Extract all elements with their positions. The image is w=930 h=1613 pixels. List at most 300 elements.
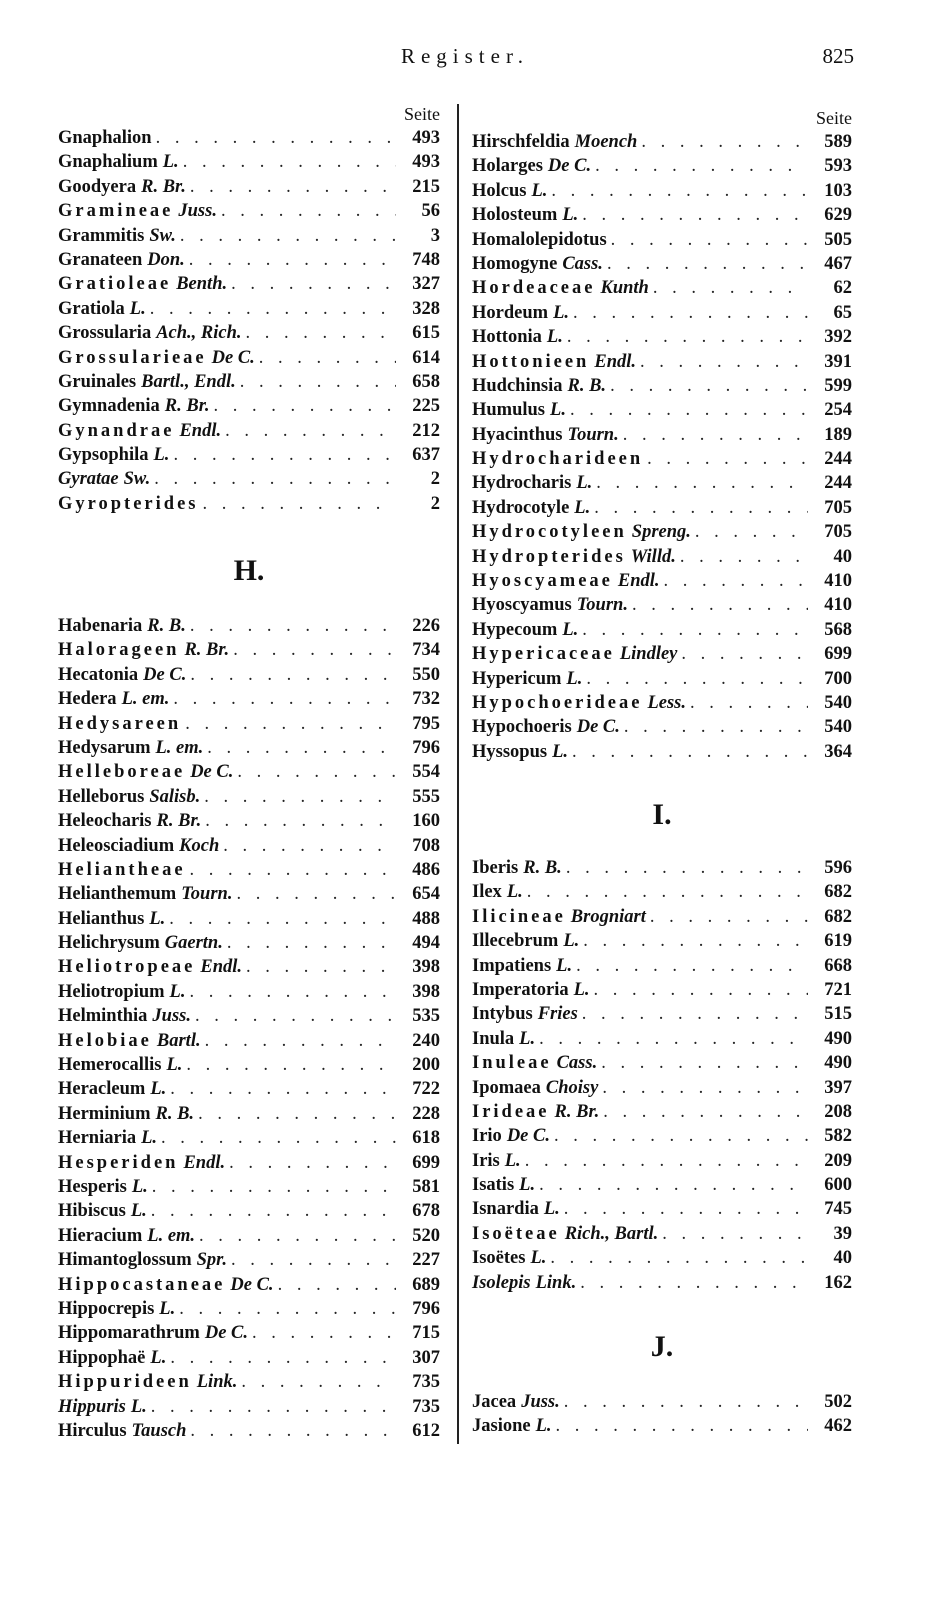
index-entry	[472, 1414, 852, 1438]
entry-page: 721	[824, 979, 852, 1000]
index-entry	[472, 398, 852, 422]
entry-page: 328	[412, 298, 440, 319]
entry-page: 618	[412, 1128, 440, 1149]
entry-author: R. Br.	[184, 640, 230, 661]
entry-name: Hedysarum	[58, 737, 151, 758]
entry-name: Holcus	[472, 180, 527, 201]
entry-page: 486	[412, 859, 440, 880]
entry-name: Ilicineae	[472, 906, 566, 927]
entry-page: 568	[824, 619, 852, 640]
index-entry	[58, 1370, 440, 1394]
entry-name: Hippuris	[58, 1396, 126, 1417]
entry-author: L.	[553, 302, 569, 323]
entry-page: 658	[412, 371, 440, 392]
entry-author: R. B.	[523, 858, 562, 878]
entry-name: Hecatonia	[58, 664, 139, 685]
leader-dots	[227, 931, 396, 955]
index-entry	[472, 325, 852, 349]
entry-page: 228	[412, 1103, 440, 1124]
entry-author: De C.	[211, 347, 255, 368]
entry-name: Hottonia	[472, 327, 542, 348]
entry-author: L.	[519, 1028, 536, 1049]
index-entry	[58, 346, 440, 370]
entry-page: 614	[412, 347, 440, 368]
index-entry	[58, 760, 440, 784]
leader-dots	[583, 929, 808, 953]
entry-author: Tourn.	[181, 884, 233, 905]
index-entry	[58, 150, 440, 174]
entry-author: Link.	[535, 1272, 577, 1293]
leader-dots	[180, 224, 396, 248]
index-entry	[58, 492, 440, 516]
index-entry	[472, 978, 852, 1002]
leader-dots	[690, 691, 808, 715]
entry-page: 796	[412, 1298, 440, 1319]
index-entry	[472, 740, 852, 764]
entry-name: Gnaphalium	[58, 152, 158, 173]
entry-page: 596	[824, 858, 852, 878]
index-entry	[472, 276, 852, 300]
index-entry	[472, 1173, 852, 1197]
entry-page: 2	[430, 469, 440, 490]
index-entry	[58, 1419, 440, 1443]
index-entry	[58, 638, 440, 662]
leader-dots	[190, 614, 396, 638]
index-entry	[472, 856, 852, 880]
entry-name: Hirculus	[58, 1420, 127, 1441]
entry-author: L.	[574, 497, 591, 518]
entry-name: Hydrocharideen	[472, 449, 644, 470]
entry-page: 488	[412, 908, 440, 929]
leader-dots	[650, 905, 808, 929]
leader-dots	[151, 1199, 396, 1223]
entry-page: 462	[824, 1416, 852, 1437]
entry-page: 745	[824, 1199, 852, 1220]
entry-page: 226	[412, 616, 440, 636]
entry-author: L.	[150, 1079, 167, 1100]
index-entry	[58, 1077, 440, 1101]
entry-author: Spreng.	[631, 522, 691, 543]
entry-page: 550	[412, 664, 440, 685]
index-entry	[58, 1126, 440, 1150]
entry-page: 540	[824, 717, 852, 738]
leader-dots	[556, 1414, 808, 1438]
entry-author: Koch	[179, 835, 220, 856]
entry-page: 732	[412, 689, 440, 710]
index-entry	[58, 175, 440, 199]
entry-page: 493	[412, 152, 440, 173]
index-entry	[472, 1222, 852, 1246]
entry-page: 397	[824, 1077, 852, 1098]
seite-label: Seite	[816, 108, 852, 128]
index-entry	[472, 929, 852, 953]
entry-page: 65	[833, 302, 852, 323]
entry-author: R. B.	[147, 616, 186, 636]
leader-dots	[231, 272, 396, 296]
leader-dots	[199, 1224, 396, 1248]
index-entry	[58, 1346, 440, 1370]
entry-author: Sw.	[123, 469, 151, 490]
index-entry	[472, 471, 852, 495]
entry-page: 699	[824, 644, 852, 665]
index-entry	[472, 1051, 852, 1075]
entry-page: 240	[412, 1030, 440, 1051]
entry-page: 364	[824, 741, 852, 762]
entry-name: Homogyne	[472, 253, 558, 274]
entry-page: 162	[824, 1272, 852, 1293]
entry-author: L.	[519, 1175, 536, 1196]
leader-dots	[185, 712, 396, 736]
leader-dots	[252, 1321, 396, 1345]
entry-page: 103	[824, 180, 852, 201]
index-entry	[472, 1124, 852, 1148]
entry-name: Hypochoeris	[472, 717, 572, 738]
entry-page: 708	[412, 835, 440, 856]
index-entry	[58, 1248, 440, 1272]
leader-dots	[681, 642, 808, 666]
page-number: 825	[822, 44, 854, 68]
leader-dots	[623, 423, 808, 447]
index-entry	[58, 931, 440, 955]
entry-author: Endl.	[617, 571, 660, 592]
entry-page: 722	[412, 1079, 440, 1100]
index-entry	[472, 545, 852, 569]
leader-dots	[223, 834, 396, 858]
index-entry	[472, 618, 852, 642]
entry-author: L.	[166, 1055, 183, 1076]
entry-author: Less.	[647, 692, 686, 713]
leader-dots	[150, 297, 396, 321]
index-entry	[58, 809, 440, 833]
entry-name: Inula	[472, 1028, 515, 1049]
entry-page: 212	[412, 420, 440, 441]
index-entry	[472, 350, 852, 374]
entry-name: Irio	[472, 1126, 502, 1147]
entry-page: 40	[833, 1248, 852, 1269]
entry-page: 678	[412, 1201, 440, 1222]
entry-author: L.	[504, 1150, 521, 1171]
entry-name: Heracleum	[58, 1079, 146, 1100]
index-entry	[472, 1390, 852, 1414]
entry-name: Herniaria	[58, 1128, 137, 1149]
index-entry	[472, 1246, 852, 1270]
entry-name: Homalolepidotus	[472, 229, 607, 250]
leader-dots	[240, 370, 396, 394]
leader-dots	[186, 1053, 396, 1077]
index-entry	[472, 252, 852, 276]
entry-page: 327	[412, 274, 440, 295]
entry-page: 189	[824, 424, 852, 445]
entry-page: 582	[824, 1126, 852, 1147]
entry-page: 682	[824, 906, 852, 927]
entry-author: L. em.	[155, 737, 204, 758]
leader-dots	[154, 467, 396, 491]
leader-dots	[173, 443, 396, 467]
index-entry	[58, 272, 440, 296]
entry-author: Bartl., Endl.	[141, 371, 236, 392]
entry-author: Brogniart	[570, 906, 646, 927]
entry-page: 494	[412, 933, 440, 954]
entry-name: Isoëtes	[472, 1248, 526, 1269]
entry-page: 391	[824, 351, 852, 372]
entry-page: 654	[412, 884, 440, 905]
leader-dots	[259, 346, 396, 370]
index-entry	[472, 905, 852, 929]
leader-dots	[190, 1419, 396, 1443]
entry-author: L.	[552, 741, 569, 762]
entry-page: 254	[824, 400, 852, 421]
entry-page: 705	[824, 522, 852, 543]
index-entry	[58, 687, 440, 711]
entry-name: Illecebrum	[472, 931, 559, 952]
entry-name: Hydropterides	[472, 546, 626, 567]
entry-page: 705	[824, 497, 852, 518]
leader-dots	[576, 954, 808, 978]
entry-author: L.	[130, 1201, 147, 1222]
entry-page: 700	[824, 668, 852, 689]
leader-dots	[161, 1126, 396, 1150]
entry-page: 795	[412, 713, 440, 734]
entry-name: Hydrocotyle	[472, 497, 570, 518]
entry-author: R. B.	[155, 1103, 195, 1124]
entry-author: Juss.	[152, 1006, 191, 1027]
entry-name: Isolepis	[472, 1272, 531, 1293]
index-entry	[472, 228, 852, 252]
entry-name: Isatis	[472, 1175, 515, 1196]
entry-author: Endl.	[179, 420, 222, 441]
entry-author: L.	[562, 619, 579, 640]
index-entry	[472, 1149, 852, 1173]
entry-author: L.	[576, 473, 593, 494]
entry-page: 244	[824, 473, 852, 494]
index-entry	[472, 1027, 852, 1051]
entry-name: Helianthemum	[58, 884, 177, 905]
leader-dots	[594, 978, 808, 1002]
entry-page: 160	[412, 811, 440, 832]
entry-page: 599	[824, 375, 852, 396]
entry-page: 227	[412, 1250, 440, 1271]
entry-author: L.	[563, 931, 580, 952]
leader-dots	[572, 740, 808, 764]
leader-dots	[189, 980, 396, 1004]
entry-name: Granateen	[58, 249, 143, 270]
leader-dots	[640, 350, 808, 374]
entry-author: De C.	[230, 1274, 274, 1295]
entry-author: L.	[130, 1396, 147, 1417]
entry-author: Tourn.	[567, 424, 619, 445]
index-entry	[58, 248, 440, 272]
leader-dots	[602, 1076, 808, 1100]
entry-name: Hordeum	[472, 302, 549, 323]
leader-dots	[225, 419, 396, 443]
entry-name: Gyratae	[58, 469, 119, 490]
entry-page: 3	[430, 225, 440, 246]
entry-page: 520	[412, 1225, 440, 1246]
entry-author: Spr.	[196, 1250, 227, 1271]
index-entry	[472, 301, 852, 325]
leader-dots	[586, 667, 808, 691]
leader-dots	[170, 1346, 396, 1370]
entry-name: Hibiscus	[58, 1201, 126, 1222]
entry-name: Intybus	[472, 1004, 533, 1025]
leader-dots	[680, 545, 808, 569]
entry-author: Kunth	[600, 278, 649, 299]
entry-name: Hesperis	[58, 1176, 127, 1197]
leader-dots	[151, 1395, 396, 1419]
index-entry	[472, 593, 852, 617]
entry-author: Sw.	[149, 225, 176, 246]
index-entry	[58, 1297, 440, 1321]
entry-page: 307	[412, 1347, 440, 1368]
leader-dots	[539, 1173, 808, 1197]
index-entry	[472, 423, 852, 447]
index-entry	[58, 1224, 440, 1248]
index-entry	[58, 907, 440, 931]
leader-dots	[595, 154, 808, 178]
index-entry	[58, 224, 440, 248]
leader-dots	[152, 1175, 396, 1199]
entry-page: 392	[824, 327, 852, 348]
entry-page: 554	[412, 762, 440, 783]
entry-author: Endl.	[183, 1152, 226, 1173]
entry-page: 467	[824, 253, 852, 274]
index-entry	[472, 1100, 852, 1124]
leader-dots	[567, 325, 808, 349]
entry-author: Bartl.	[156, 1030, 201, 1051]
leader-dots	[603, 1100, 808, 1124]
index-entry	[472, 374, 852, 398]
index-entry	[58, 1151, 440, 1175]
entry-name: Hyoscyameae	[472, 571, 613, 592]
entry-author: Willd.	[630, 546, 676, 567]
entry-name: Hypericaceae	[472, 644, 615, 665]
entry-name: Grossularia	[58, 323, 152, 344]
leader-dots	[190, 858, 396, 882]
entry-author: R. Br.	[554, 1101, 600, 1122]
entry-name: Isnardia	[472, 1199, 539, 1220]
index-entry	[58, 443, 440, 467]
entry-author: L. em.	[121, 689, 170, 710]
index-entry	[472, 715, 852, 739]
entry-page: 505	[824, 229, 852, 250]
entry-page: 593	[824, 156, 852, 177]
entry-name: Gruinales	[58, 371, 137, 392]
index-entry	[472, 447, 852, 471]
leader-dots	[205, 809, 396, 833]
entry-page: 715	[412, 1323, 440, 1344]
leader-dots	[601, 1051, 808, 1075]
index-entry	[58, 1321, 440, 1345]
leader-dots	[527, 880, 808, 904]
index-entry	[58, 321, 440, 345]
entry-page: 398	[412, 981, 440, 1002]
index-entry	[472, 954, 852, 978]
index-entry	[58, 1199, 440, 1223]
entry-author: L.	[543, 1199, 560, 1220]
entry-author: Choisy	[545, 1077, 599, 1098]
index-list-g	[58, 126, 440, 516]
entry-page: 637	[412, 445, 440, 466]
entry-name: Hedysareen	[58, 713, 182, 734]
seite-label: Seite	[404, 104, 440, 124]
index-entry	[58, 1004, 440, 1028]
entry-name: Helobiae	[58, 1030, 152, 1051]
entry-name: Gynandrae	[58, 420, 175, 441]
entry-name: Helleboreae	[58, 762, 186, 783]
entry-page: 410	[824, 595, 852, 616]
entry-name: Gypsophila	[58, 445, 149, 466]
leader-dots	[632, 593, 808, 617]
leader-dots	[564, 1390, 808, 1414]
entry-page: 748	[412, 249, 440, 270]
leader-dots	[653, 276, 808, 300]
entry-name: Iberis	[472, 858, 519, 878]
index-entry	[472, 154, 852, 178]
entry-page: 39	[833, 1223, 852, 1244]
entry-author: Moench	[574, 132, 638, 152]
leader-dots	[189, 248, 396, 272]
entry-author: R. B.	[567, 375, 607, 396]
entry-author: Salisb.	[149, 786, 201, 807]
leader-dots	[170, 1077, 396, 1101]
leader-dots	[198, 1102, 396, 1126]
index-entry	[472, 880, 852, 904]
index-entry	[472, 1271, 852, 1295]
index-entry	[472, 496, 852, 520]
leader-dots	[607, 252, 808, 276]
entry-page: 689	[412, 1274, 440, 1295]
entry-name: Hippurideen	[58, 1372, 192, 1393]
entry-page: 581	[412, 1176, 440, 1197]
entry-author: De C.	[190, 762, 234, 783]
entry-name: Hippocrepis	[58, 1298, 155, 1319]
entry-name: Hirschfeldia	[472, 132, 570, 152]
entry-name: Hypecoum	[472, 619, 558, 640]
leader-dots	[564, 1197, 808, 1221]
entry-page: 682	[824, 882, 852, 903]
entry-page: 612	[412, 1420, 440, 1441]
entry-author: L.	[566, 668, 583, 689]
leader-dots	[566, 856, 808, 880]
leader-dots	[573, 301, 808, 325]
entry-author: L.	[159, 1298, 176, 1319]
entry-name: Hippocastaneae	[58, 1274, 226, 1295]
index-list-h-left	[58, 614, 440, 1443]
entry-author: Endl.	[200, 957, 243, 978]
entry-author: Tourn.	[576, 595, 628, 616]
entry-author: L.	[506, 882, 523, 903]
leader-dots	[204, 785, 396, 809]
index-entry	[58, 980, 440, 1004]
entry-author: L.	[546, 327, 563, 348]
index-entry	[58, 614, 440, 638]
entry-author: Cass.	[562, 253, 603, 274]
index-entry	[472, 1002, 852, 1026]
leader-dots	[156, 126, 396, 150]
entry-name: Hottonieen	[472, 351, 590, 372]
entry-name: Holosteum	[472, 205, 558, 226]
leader-dots	[207, 736, 396, 760]
entry-author: Link.	[196, 1372, 238, 1393]
entry-author: L.	[562, 205, 579, 226]
entry-author: L.	[550, 400, 566, 421]
index-entry	[58, 1175, 440, 1199]
entry-page: 40	[833, 546, 852, 567]
entry-page: 796	[412, 737, 440, 758]
leader-dots	[582, 618, 808, 642]
entry-page: 535	[412, 1006, 440, 1027]
entry-page: 410	[824, 571, 852, 592]
